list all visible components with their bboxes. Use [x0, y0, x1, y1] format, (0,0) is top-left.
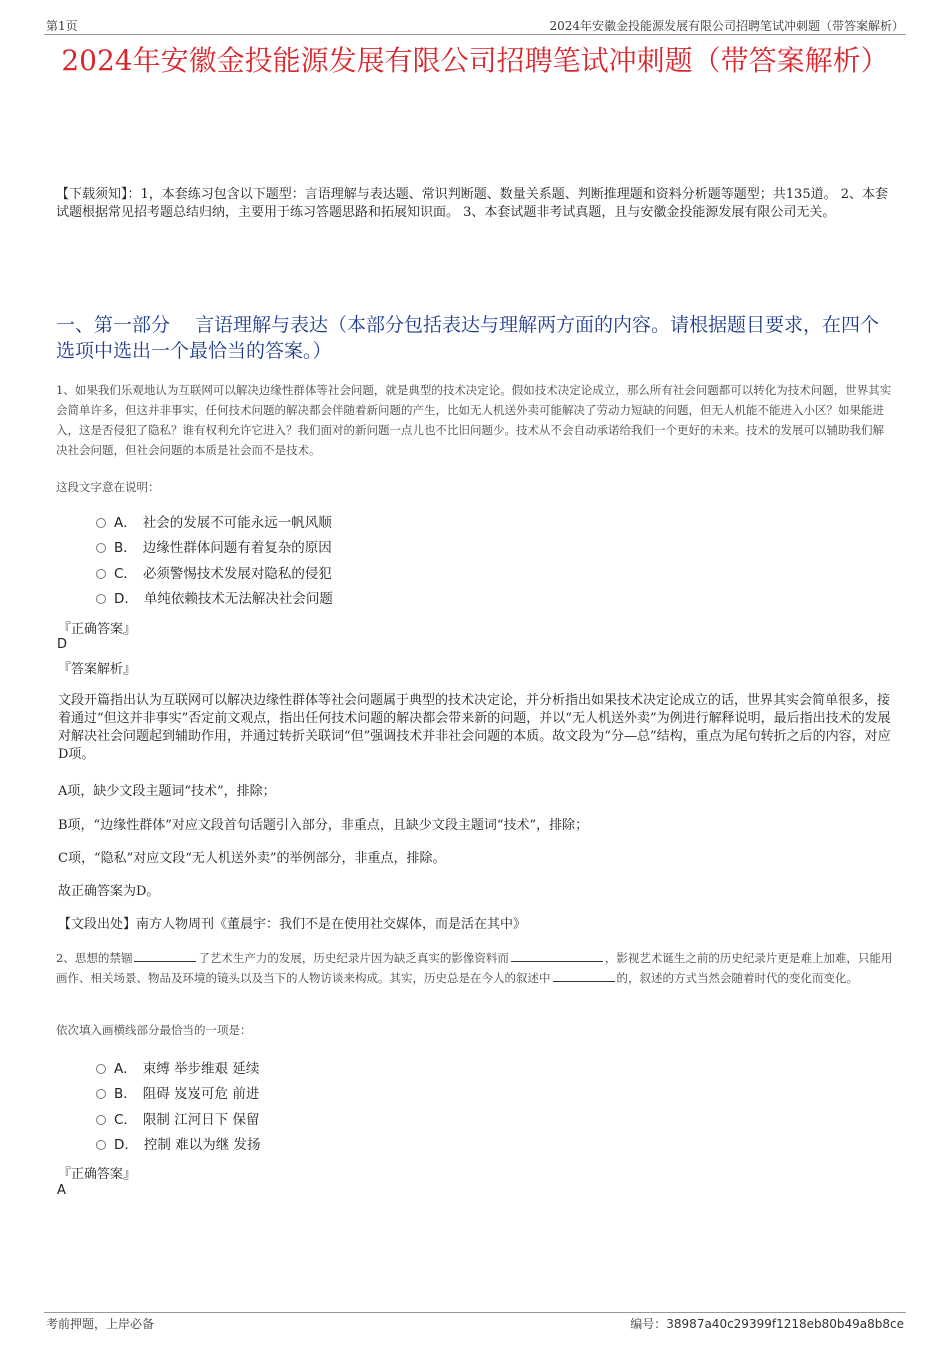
section-heading: 一、第一部分 言语理解与表达（本部分包括表达与理解两方面的内容。请根据题目要求，在四个选项中选出一个最恰当的答案。） [56, 314, 880, 362]
question-1-option-d[interactable]: D． 单纯依赖技术无法解决社会问题 [96, 585, 850, 611]
footer-serial: 编号：38987a40c29399f1218eb80b49a8b8ce [630, 1317, 904, 1331]
analysis-conclusion: 故正确答案为D。 [58, 884, 160, 899]
question-1-option-c[interactable]: C． 必须警惕技术发展对隐私的侵犯 [96, 559, 850, 585]
download-notice: 【下载须知】：1，本套练习包含以下题型：言语理解与表达题、常识判断题、数量关系题、判断推理题和资料分析题等题型；共135道。 2、本套试题根据常见招考题总结归纳，主要用于练习答题思路和拓展知识面。 3、本套试题非考试真题，且与安徽金投能源发展有限公司无关。 [56, 187, 888, 220]
answer-analysis: 文段开篇指出认为互联网可以解决边缘性群体等社会问题属于典型的技术决定论，并分析指出如果技术决定论成立的话，世界其实会简单很多，接着通过“但这并非事实”否定前文观点，指出任何技术问题的解决都会带来新的问题，并以“无人机送外卖”为例进行解释说明，最后指出技术的发展对解决社会问题起到辅助作用，并通过转折关联词“但”强调技术并非社会问题的本质。故文段为“分—总”结构，重点为尾句转折之后的内容，对应D项。 [58, 693, 891, 762]
radio-icon[interactable] [96, 1140, 106, 1150]
blank-2[interactable] [511, 950, 603, 962]
radio-icon[interactable] [96, 518, 106, 528]
header-document-name: 2024年安徽金投能源发展有限公司招聘笔试冲刺题（带答案解析） [549, 19, 904, 33]
blank-1[interactable] [134, 950, 196, 962]
radio-icon[interactable] [96, 1089, 106, 1099]
question-2-prompt: 依次填入画横线部分最恰当的一项是： [56, 1023, 252, 1037]
question-1-option-b[interactable]: B． 边缘性群体问题有着复杂的原因 [96, 534, 850, 560]
passage-source: 【文段出处】南方人物周刊《董晨宇：我们不是在使用社交媒体，而是活在其中》 [58, 917, 527, 932]
question-1-options [96, 508, 850, 610]
question-2-stem: 2、思想的禁锢 了艺术生产力的发展，历史纪录片因为缺乏真实的影像资料而 ，影视艺术诞生之前的历史纪录片更是难上加难，只能用画作、相关场景、物品及环境的镜头以及当下的人物访谈来构成。其实，历史总是在今人的叙述中 的，叙述的方式当然会随着时代的变化而变化。 [56, 951, 893, 985]
analysis-option-c: C项，“隐私”对应文段“无人机送外卖”的举例部分，非重点，排除。 [58, 851, 446, 866]
radio-icon[interactable] [96, 1064, 106, 1074]
answer-label: 『正确答案』 [58, 622, 137, 637]
question-1-prompt: 这段文字意在说明： [56, 480, 160, 494]
radio-icon[interactable] [96, 543, 106, 553]
footer-slogan: 考前押题，上岸必备 [46, 1317, 155, 1331]
page-footer [44, 1312, 906, 1333]
analysis-option-a: A项，缺少文段主题词“技术”，排除； [58, 784, 276, 799]
answer-label-2: 『正确答案』 [58, 1167, 137, 1182]
radio-icon[interactable] [96, 569, 106, 579]
question-2-option-d[interactable]: D． 控制 难以为继 发扬 [96, 1131, 850, 1157]
question-2-options [96, 1054, 850, 1156]
question-2-option-c[interactable]: C． 限制 江河日下 保留 [96, 1105, 850, 1131]
question-2-option-b[interactable]: B． 阻碍 岌岌可危 前进 [96, 1080, 850, 1106]
blank-3[interactable] [553, 970, 615, 982]
question-1-stem: 1、如果我们乐观地认为互联网可以解决边缘性群体等社会问题，就是典型的技术决定论。假如技术决定论成立，那么所有社会问题都可以转化为技术问题，世界其实会简单许多，但这并非事实，任何技术问题的解决都会伴随着新问题的产生，比如无人机送外卖可能解决了劳动力短缺的问题，但无人机能不能进入小区？如果能进入，这是否侵犯了隐私？谁有权利允许它进入？我们面对的新问题一点儿也不比旧问题少。技术从不会自动承诺给我们一个更好的未来。技术的发展可以辅助我们解决社会问题，但社会问题的本质是社会而不是技术。 [56, 383, 892, 457]
question-2-option-a[interactable]: A． 束缚 举步维艰 延续 [96, 1054, 850, 1080]
radio-icon[interactable] [96, 1115, 106, 1125]
document-title: 2024年安徽金投能源发展有限公司招聘笔试冲刺题（带答案解析） [61, 44, 889, 77]
radio-icon[interactable] [96, 594, 106, 604]
analysis-label: 『答案解析』 [58, 662, 137, 677]
page-number: 第1页 [46, 19, 78, 33]
analysis-option-b: B项，“边缘性群体”对应文段首句话题引入部分，非重点，且缺少文段主题词“技术”，排除； [58, 818, 589, 833]
question-1-option-a[interactable]: A． 社会的发展不可能永远一帆风顺 [96, 508, 850, 534]
page-header [44, 14, 906, 35]
correct-answer-2: A [57, 1183, 66, 1198]
correct-answer: D [57, 637, 68, 652]
